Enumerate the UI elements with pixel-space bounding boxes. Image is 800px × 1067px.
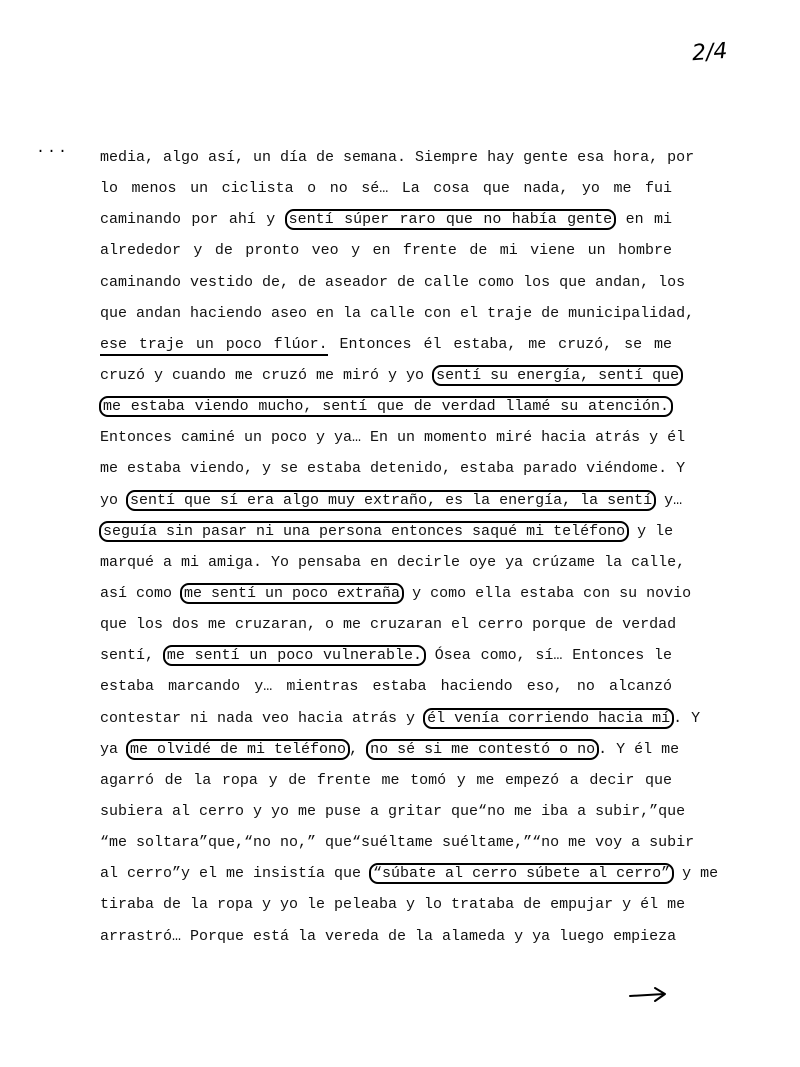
circled-phrase: no sé si me contestó o no (366, 739, 599, 760)
underlined-phrase: ese traje un poco flúor. (100, 336, 328, 356)
text-segment: que andan haciendo aseo en la calle con el traje de municipalidad, (100, 304, 695, 322)
circled-phrase: me sentí un poco vulnerable. (163, 645, 426, 666)
text-segment: caminando vestido de, de aseador de calle como los que andan, los (100, 273, 686, 291)
text-line (100, 734, 680, 765)
text-line (100, 485, 683, 516)
text-segment: media, algo así, un día de semana. Siempre hay gente esa hora, por (100, 149, 695, 166)
text-line (100, 796, 686, 827)
text-line (100, 298, 695, 329)
text-line (100, 235, 672, 266)
circled-phrase: sentí que sí era algo muy extraño, es la energía, la sentí (126, 490, 656, 511)
text-segment: , (349, 740, 368, 758)
text-line (100, 827, 695, 858)
continuation-ellipsis: ... (36, 140, 70, 157)
text-line (100, 921, 677, 952)
text-line (100, 858, 719, 889)
circled-phrase: me sentí un poco extraña (180, 583, 404, 604)
text-line (100, 267, 686, 298)
page-number: 2/4 (691, 38, 729, 67)
text-segment: cruzó y cuando me cruzó me miró y yo (100, 366, 434, 384)
text-segment: . Y él me (598, 740, 680, 758)
text-line (100, 578, 692, 609)
text-segment: así como (100, 584, 182, 602)
text-segment: y me (673, 865, 719, 883)
text-segment: Entonces caminé un poco y ya… En un momento miré hacia atrás y él (100, 429, 686, 447)
next-page-arrow-icon (628, 985, 668, 1005)
text-segment: y… (655, 491, 683, 509)
text-segment: agarró de la ropa y de frente me tomó y me empezó a decir que (100, 771, 672, 789)
text-segment: Ósea como, sí… Entonces le (425, 647, 673, 665)
text-line (100, 889, 686, 920)
text-segment: ya (100, 740, 128, 758)
text-segment: yo (100, 491, 128, 509)
text-segment: alrededor y de pronto veo y en frente de mi viene un hombre (100, 242, 672, 260)
text-line (100, 671, 672, 702)
circled-phrase: me olvidé de mi teléfono (126, 739, 350, 760)
text-line (100, 703, 701, 734)
text-segment: subiera al cerro y yo me puse a gritar que“no me iba a subir,”que (100, 802, 686, 820)
text-line (100, 640, 672, 671)
text-line (100, 609, 677, 640)
text-line (100, 453, 686, 484)
text-segment: “me soltara”que,“no no,” que“suéltame suéltame,”“no me voy a subir (100, 834, 695, 852)
circled-phrase: él venía corriendo hacia mí (423, 708, 674, 729)
text-line (100, 329, 672, 360)
text-segment: . Y (673, 709, 701, 727)
text-line (100, 142, 695, 173)
text-segment: caminando por ahí y (100, 211, 286, 229)
text-segment: y le (628, 522, 674, 540)
circled-phrase: “súbate al cerro súbete al cerro” (369, 863, 674, 884)
text-segment: al cerro”y el me insistía que (100, 865, 371, 883)
circled-phrase: sentí su energía, sentí que (432, 365, 683, 386)
text-line (100, 391, 672, 422)
text-segment: en mi (615, 211, 672, 229)
text-line (100, 204, 672, 235)
text-segment: y como ella estaba con su novio (403, 584, 692, 602)
text-segment: que los dos me cruzaran, o me cruzaran el cerro porque de verdad (100, 616, 677, 634)
text-line (100, 422, 686, 453)
text-segment: contestar ni nada veo hacia atrás y (100, 709, 425, 727)
circled-phrase: me estaba viendo mucho, sentí que de verdad llamé su atención. (99, 396, 673, 417)
text-line (100, 360, 680, 391)
text-segment: lo menos un ciclista o no sé… La cosa que nada, yo me fui (100, 180, 672, 198)
text-line (100, 173, 672, 204)
text-segment: marqué a mi amiga. Yo pensaba en decirle oye ya crúzame la calle, (100, 553, 686, 571)
text-line (100, 516, 672, 547)
text-segment: tiraba de la ropa y yo le peleaba y lo trataba de empujar y él me (100, 896, 686, 914)
text-segment: Entonces él estaba, me cruzó, se me (327, 335, 672, 353)
text-segment: estaba marcando y… mientras estaba haciendo eso, no alcanzó (100, 678, 672, 696)
text-segment: arrastró… Porque está la vereda de la alameda y ya luego empieza (100, 927, 677, 945)
text-segment: sentí, (100, 647, 164, 665)
text-line (100, 765, 672, 796)
circled-phrase: seguía sin pasar ni una persona entonces saqué mi teléfono (99, 521, 629, 542)
circled-phrase: sentí súper raro que no había gente (285, 209, 617, 230)
text-segment: me estaba viendo, y se estaba detenido, estaba parado viéndome. Y (100, 460, 686, 478)
transcript-body (100, 142, 719, 952)
text-line (100, 547, 686, 578)
